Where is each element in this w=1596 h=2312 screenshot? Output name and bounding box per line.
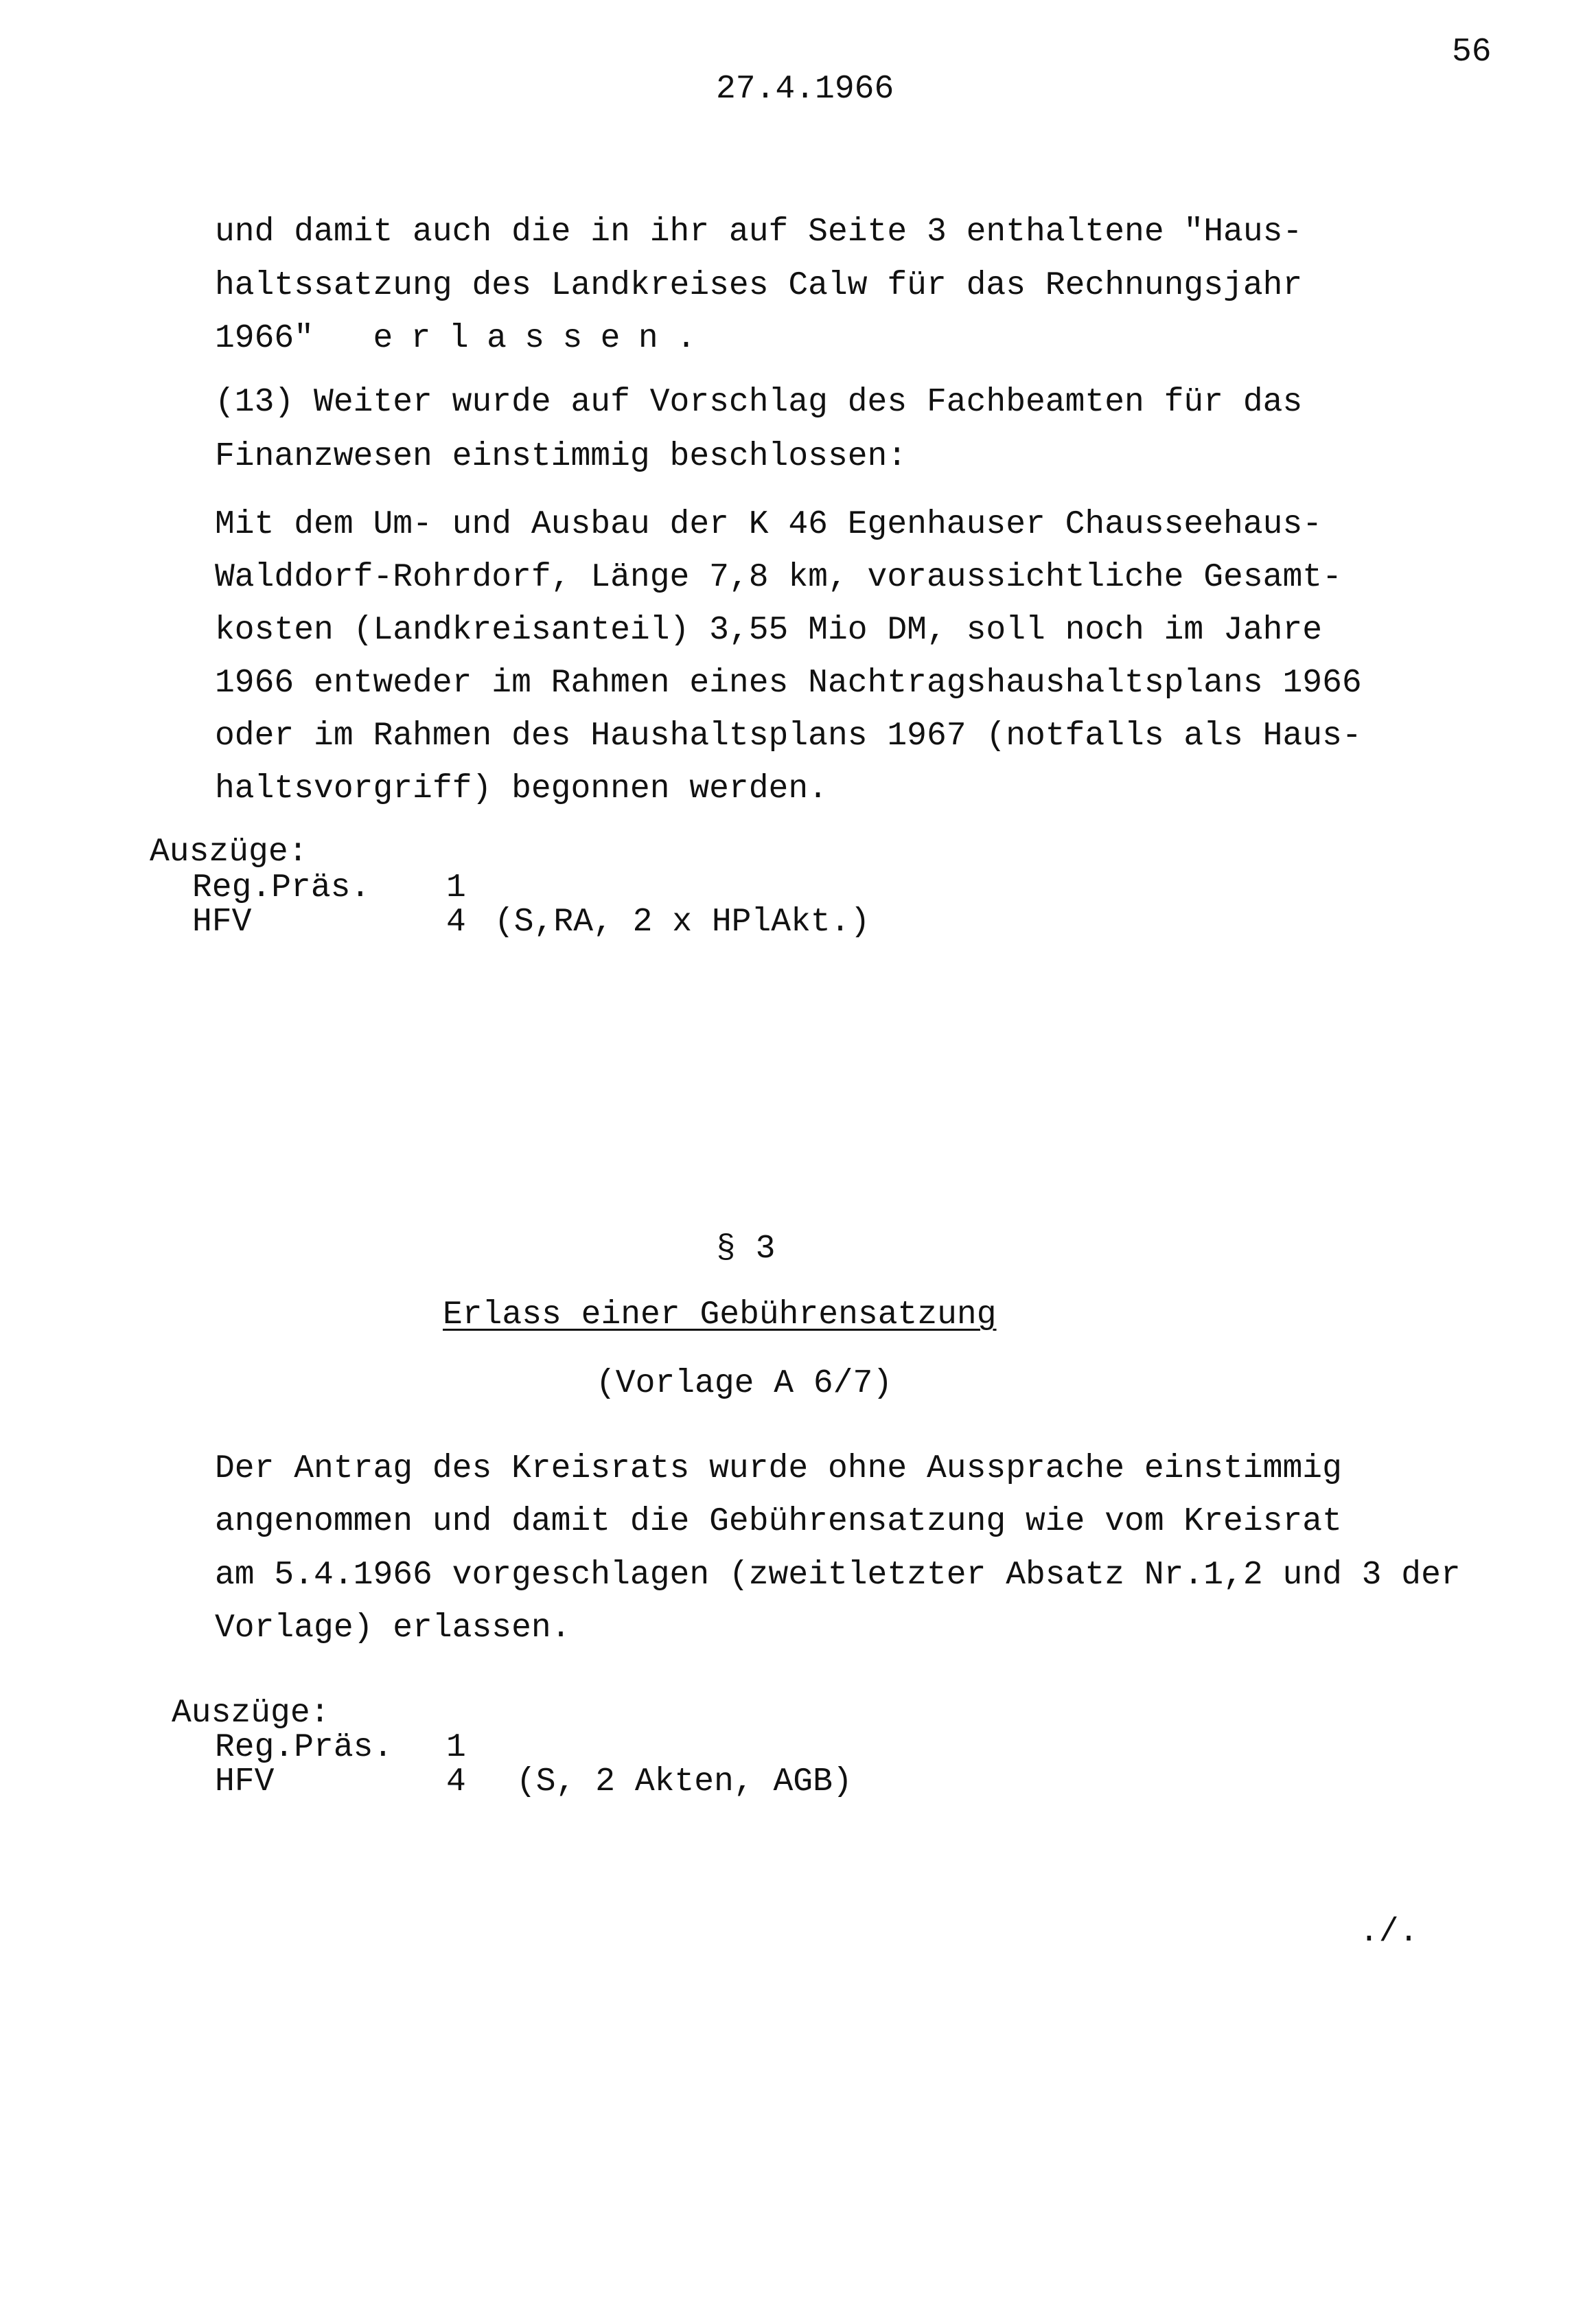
paragraph-3-line: oder im Rahmen des Haushaltsplans 1967 (notfalls als Haus- (215, 718, 1362, 755)
paragraph-3-line: Mit dem Um- und Ausbau der K 46 Egenhauser Chausseehaus- (215, 506, 1323, 543)
paragraph-3-line: 1966 entweder im Rahmen eines Nachtragshaushaltsplans 1966 (215, 665, 1362, 702)
extracts-1-row-label: Reg.Präs. (192, 869, 371, 906)
extracts-1-heading: Auszüge: (150, 834, 308, 871)
extracts-2-row-count: 1 (446, 1729, 466, 1766)
page-number: 56 (1452, 34, 1492, 71)
paragraph-1-year: 1966" (215, 320, 314, 357)
section-number: § 3 (716, 1231, 776, 1268)
extracts-1-row-label: HFV (192, 904, 252, 941)
paragraph-4-line: Der Antrag des Kreisrats wurde ohne Aussprache einstimmig (215, 1450, 1342, 1487)
extracts-1-row-count: 4 (446, 904, 466, 941)
section-title: Erlass einer Gebührensatzung (443, 1296, 997, 1334)
paragraph-3-line: kosten (Landkreisanteil) 3,55 Mio DM, soll noch im Jahre (215, 612, 1323, 649)
paragraph-1-spaced-word: erlassen. (373, 320, 715, 357)
continuation-mark: ./. (1359, 1914, 1419, 1951)
extracts-1-row-note: (S,RA, 2 x HPlAkt.) (494, 904, 870, 941)
extracts-2-row-label: Reg.Präs. (215, 1729, 393, 1766)
document-date: 27.4.1966 (716, 71, 894, 108)
paragraph-4-line: Vorlage) erlassen. (215, 1610, 571, 1647)
paragraph-1-line-3 (215, 322, 714, 355)
paragraph-2-line-1: (13) Weiter wurde auf Vorschlag des Fachbeamten für das (215, 384, 1303, 421)
extracts-1-row-count: 1 (446, 869, 466, 906)
paragraph-1-line-2: haltssatzung des Landkreises Calw für das Rechnungsjahr (215, 267, 1303, 304)
paragraph-3-line: haltsvorgriff) begonnen werden. (215, 770, 828, 808)
paragraph-2-line-2: Finanzwesen einstimmig beschlossen: (215, 438, 907, 475)
paragraph-4-line: angenommen und damit die Gebührensatzung wie vom Kreisrat (215, 1503, 1342, 1540)
extracts-2-row-label: HFV (215, 1763, 275, 1800)
extracts-2-heading: Auszüge: (172, 1695, 330, 1732)
paragraph-3-line: Walddorf-Rohrdorf, Länge 7,8 km, voraussichtliche Gesamt- (215, 559, 1342, 596)
paragraph-4-line: am 5.4.1966 vorgeschlagen (zweitletzter Absatz Nr.1,2 und 3 der (215, 1557, 1461, 1594)
paragraph-1-line-1: und damit auch die in ihr auf Seite 3 enthaltene "Haus- (215, 214, 1303, 251)
extracts-2-row-count: 4 (446, 1763, 466, 1800)
section-reference: (Vorlage A 6/7) (596, 1365, 893, 1402)
extracts-2-row-note: (S, 2 Akten, AGB) (516, 1763, 853, 1800)
